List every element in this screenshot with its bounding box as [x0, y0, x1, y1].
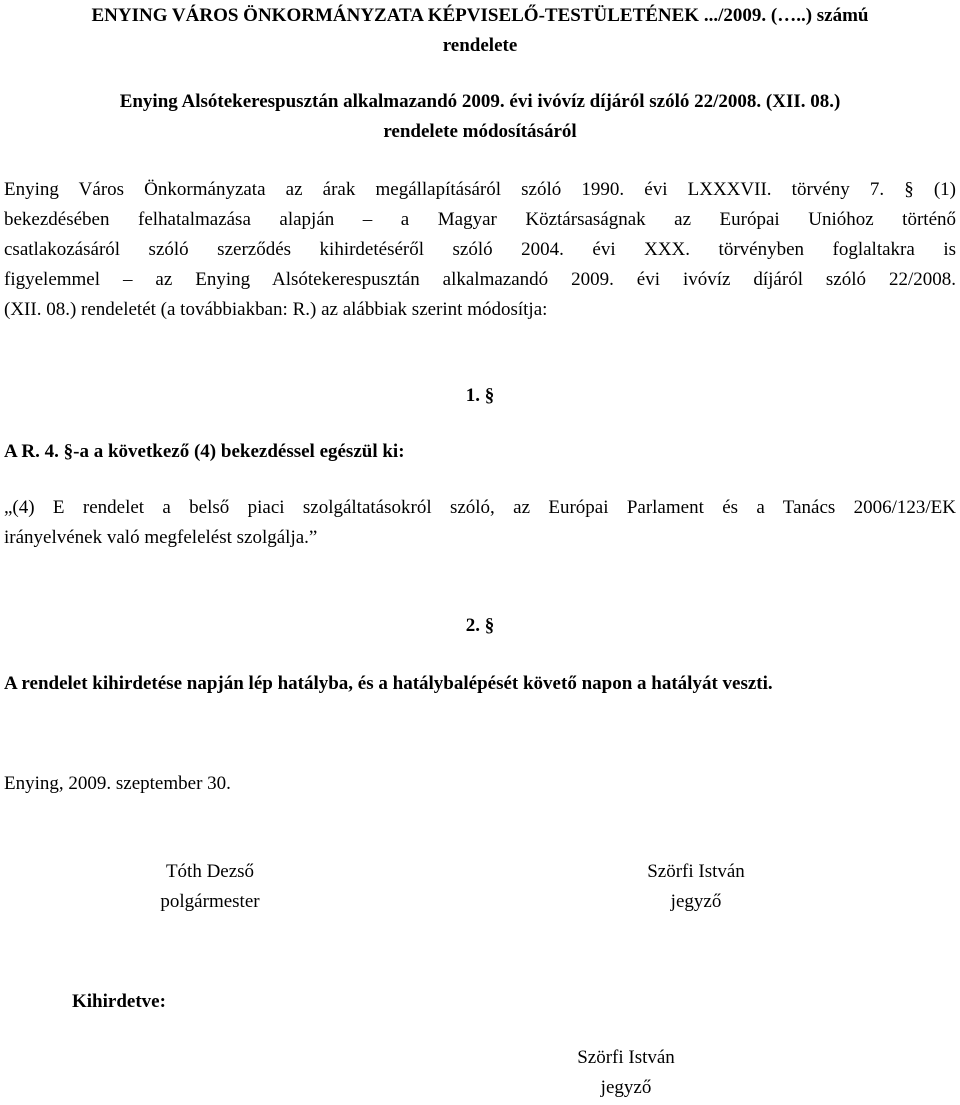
mayor-signature-block — [110, 860, 310, 914]
section-2-heading: 2. § — [465, 615, 495, 636]
promulgation-notary-name: Szörfi István — [577, 1047, 675, 1068]
promulgated-label: Kihirdetve: — [72, 991, 166, 1012]
preamble-line-3: csatlakozásáról szóló szerződés kihirdetéséről szóló 2004. évi XXX. törvényben foglaltakra is — [4, 239, 956, 260]
notary-signature-block — [596, 860, 796, 914]
section-2-text: A rendelet kihirdetése napján lép hatályba, és a hatálybalépését követő napon a hatályát veszti. — [4, 673, 773, 694]
section-1-heading: 1. § — [465, 385, 495, 406]
document-title-line-1: ENYING VÁROS ÖNKORMÁNYZATA KÉPVISELŐ-TESTÜLETÉNEK .../2009. (…..) számú — [91, 5, 869, 26]
mayor-title: polgármester — [160, 891, 260, 912]
promulgation-signature-block — [526, 1046, 726, 1100]
document-title-line-2: rendelete — [442, 35, 518, 56]
notary-title: jegyző — [670, 891, 722, 912]
promulgation-notary-title: jegyző — [600, 1077, 652, 1098]
notary-name: Szörfi István — [647, 861, 745, 882]
amendment-quote-line-1: „(4) E rendelet a belső piaci szolgáltatásokról szóló, az Európai Parlament és a Tanács 2006/123/EK — [4, 497, 956, 518]
preamble-line-4: figyelemmel – az Enying Alsótekerespusztán alkalmazandó 2009. évi ivóvíz díjáról szóló 22/2008. — [4, 269, 956, 290]
mayor-name: Tóth Dezső — [165, 861, 255, 882]
preamble-line-1: Enying Város Önkormányzata az árak megállapításáról szóló 1990. évi LXXXVII. törvény 7. § (1) — [4, 179, 956, 200]
section-1-intro: A R. 4. §-a a következő (4) bekezdéssel egészül ki: — [4, 441, 405, 462]
place-and-date: Enying, 2009. szeptember 30. — [4, 773, 231, 794]
document-subtitle-line-2: rendelete módosításáról — [383, 121, 577, 142]
preamble-line-2: bekezdésében felhatalmazása alapján – a Magyar Köztársaságnak az Európai Unióhoz történő — [4, 209, 956, 230]
preamble-line-5: (XII. 08.) rendeletét (a továbbiakban: R.) az alábbiak szerint módosítja: — [4, 299, 548, 320]
amendment-quote-line-2: irányelvének való megfelelést szolgálja.” — [4, 527, 318, 548]
document-subtitle-line-1: Enying Alsótekerespusztán alkalmazandó 2009. évi ivóvíz díjáról szóló 22/2008. (XII. 08.) — [119, 91, 841, 112]
